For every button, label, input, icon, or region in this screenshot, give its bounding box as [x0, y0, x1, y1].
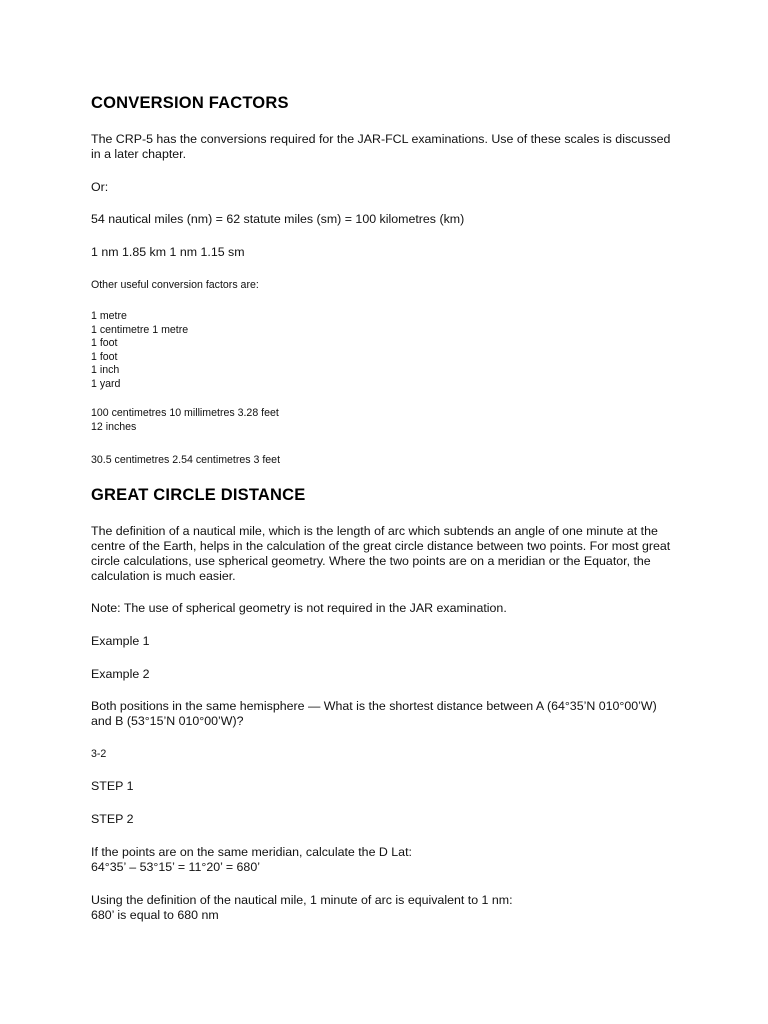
nm-equivalents: 1 nm 1.85 km 1 nm 1.15 sm	[91, 245, 245, 259]
heading-great-circle-distance: GREAT CIRCLE DISTANCE	[91, 486, 306, 504]
intro-paragraph	[91, 132, 670, 162]
nm-definition-line: Using the definition of the nautical mile, 1 minute of arc is equivalent to 1 nm:	[91, 893, 513, 907]
dlat-line: If the points are on the same meridian, calculate the D Lat:	[91, 845, 412, 859]
unit-item: 1 foot	[91, 350, 118, 363]
unit-item: 1 centimetre 1 metre	[91, 323, 189, 336]
units-list	[91, 310, 188, 391]
page-number: 3-2	[91, 748, 107, 760]
definition-paragraph	[91, 524, 670, 584]
heading-conversion-factors: CONVERSION FACTORS	[91, 94, 289, 112]
question-line: Both positions in the same hemisphere — What is the shortest distance between A (64°35’N 010°00’W)	[91, 699, 657, 713]
note-text: Note: The use of spherical geometry is not required in the JAR examination.	[91, 601, 507, 615]
intro-line: in a later chapter.	[91, 147, 187, 161]
values-block	[91, 407, 279, 434]
step-2-label: STEP 2	[91, 812, 134, 826]
values-line-3: 30.5 centimetres 2.54 centimetres 3 feet	[91, 454, 281, 466]
definition-line: The definition of a nautical mile, which is the length of arc which subtends an angle of one minute at the	[91, 524, 658, 538]
values-line: 12 inches	[91, 420, 137, 433]
nm-definition-paragraph	[91, 893, 513, 923]
unit-item: 1 yard	[91, 377, 121, 390]
intro-line: The CRP-5 has the conversions required for the JAR-FCL examinations. Use of these scales is discussed	[91, 132, 671, 146]
dlat-paragraph	[91, 845, 412, 875]
example-2-label: Example 2	[91, 667, 150, 681]
dlat-line: 64°35’ – 53°15’ = 11°20’ = 680’	[91, 860, 260, 874]
example-1-label: Example 1	[91, 634, 150, 648]
definition-line: calculation is much easier.	[91, 569, 236, 583]
values-line: 100 centimetres 10 millimetres 3.28 feet	[91, 407, 279, 419]
other-useful-text: Other useful conversion factors are:	[91, 279, 259, 291]
unit-item: 1 foot	[91, 337, 118, 349]
definition-line: centre of the Earth, helps in the calculation of the great circle distance between two points. For most great	[91, 539, 671, 553]
or-text: Or:	[91, 180, 109, 194]
miles-equation: 54 nautical miles (nm) = 62 statute miles (sm) = 100 kilometres (km)	[91, 212, 465, 226]
unit-item: 1 metre	[91, 310, 127, 322]
step-1-label: STEP 1	[91, 779, 134, 793]
unit-item: 1 inch	[91, 364, 120, 376]
definition-line: circle calculations, use spherical geometry. Where the two points are on a meridian or the Equator, the	[91, 554, 651, 568]
question-paragraph	[91, 699, 657, 729]
nm-definition-line: 680’ is equal to 680 nm	[91, 908, 219, 922]
question-line: and B (53°15’N 010°00’W)?	[91, 714, 244, 728]
